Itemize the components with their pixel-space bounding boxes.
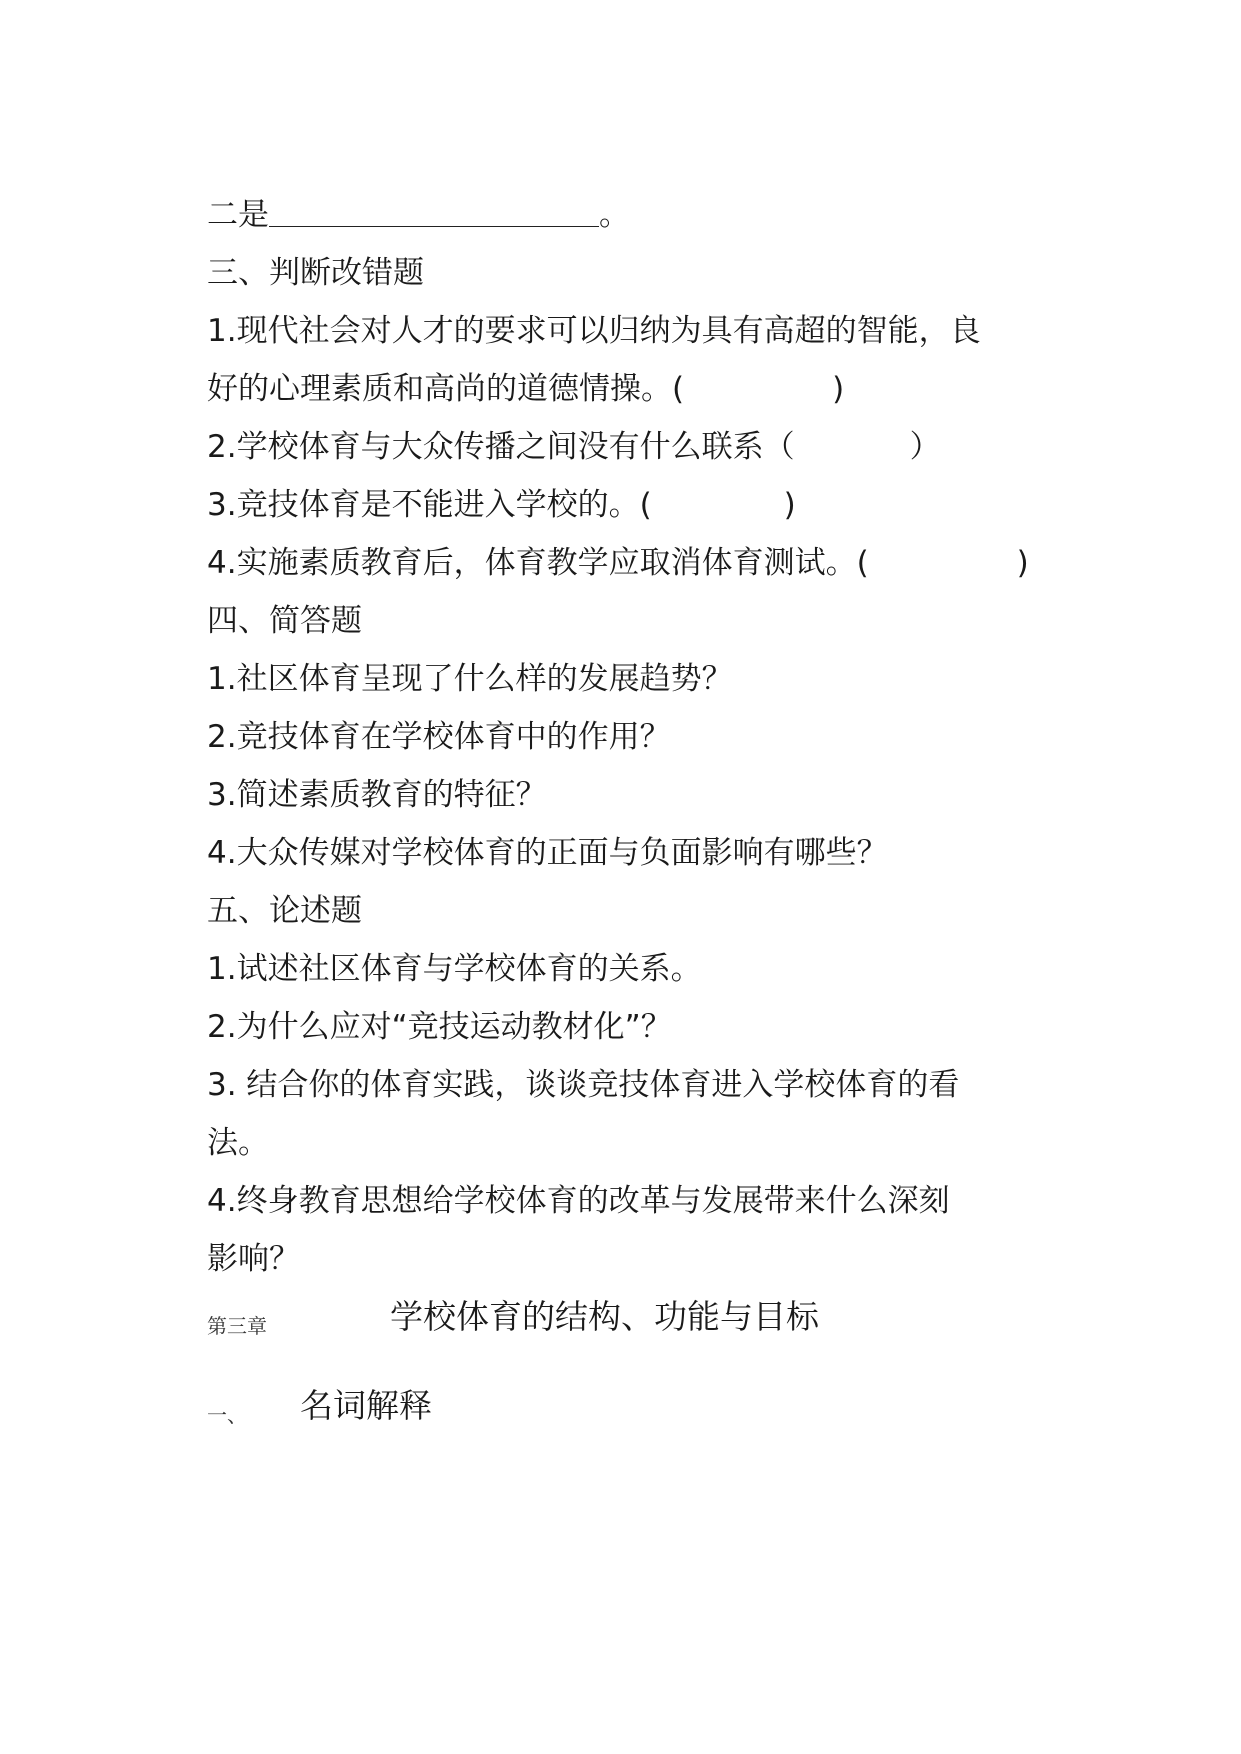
essay-item-2: 2.为什么应对“竞技运动教材化”？	[207, 1009, 672, 1045]
short-answer-item-2: 2.竞技体育在学校体育中的作用？	[207, 719, 671, 755]
section-number: 一、	[207, 1403, 247, 1427]
fill-in-line	[207, 195, 630, 235]
judgement-item-3: 3.竞技体育是不能进入学校的。( )	[207, 487, 796, 523]
short-answer-item-1: 1.社区体育呈现了什么样的发展趋势？	[207, 661, 733, 697]
section-heading-essay: 五、论述题	[207, 893, 362, 929]
essay-item-4-line-1: 4.终身教育思想给学校体育的改革与发展带来什么深刻	[207, 1183, 950, 1219]
essay-item-4-line-2: 影响？	[207, 1241, 300, 1277]
section-heading-short-answer: 四、简答题	[207, 603, 362, 639]
judgement-item-2: 2.学校体育与大众传播之间没有什么联系（ ）	[207, 429, 941, 465]
judgement-item-1-line-2: 好的心理素质和高尚的道德情操。( )	[207, 371, 845, 407]
section-title-terms: 名词解释	[300, 1386, 432, 1425]
short-answer-item-3: 3.简述素质教育的特征？	[207, 777, 547, 813]
judgement-item-1-line-1: 1.现代社会对人才的要求可以归纳为具有高超的智能，良	[207, 313, 981, 349]
chapter-label: 第三章	[207, 1314, 267, 1338]
fill-suffix: 。	[599, 197, 630, 233]
section-heading-judgement: 三、判断改错题	[207, 255, 424, 291]
essay-item-1: 1.试述社区体育与学校体育的关系。	[207, 951, 702, 987]
answer-blank[interactable]	[269, 198, 599, 227]
essay-item-3-line-1: 3. 结合你的体育实践，谈谈竞技体育进入学校体育的看	[207, 1067, 960, 1103]
short-answer-item-4: 4.大众传媒对学校体育的正面与负面影响有哪些？	[207, 835, 888, 871]
judgement-item-4: 4.实施素质教育后，体育教学应取消体育测试。( )	[207, 545, 1029, 581]
chapter-title: 学校体育的结构、功能与目标	[390, 1297, 819, 1336]
essay-item-3-line-2: 法。	[207, 1125, 269, 1161]
fill-prefix: 二是	[207, 197, 269, 233]
